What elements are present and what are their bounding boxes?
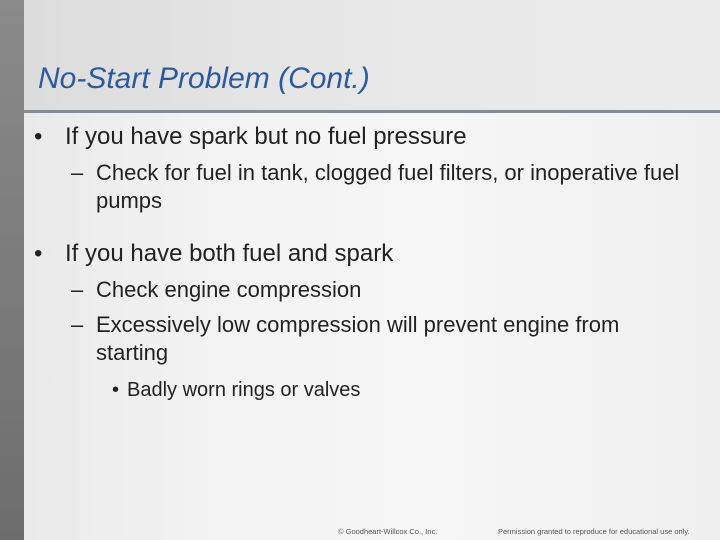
sub-bullet-text: Check engine compression bbox=[96, 277, 362, 302]
sub-bullet-item bbox=[34, 159, 694, 215]
title-divider bbox=[24, 110, 720, 113]
dash-icon: – bbox=[71, 312, 84, 337]
bullet-item bbox=[34, 239, 694, 269]
bullet-text: If you have spark but no fuel pressure bbox=[65, 123, 467, 150]
slide-left-accent-bar bbox=[0, 0, 24, 540]
dash-icon: – bbox=[71, 277, 84, 302]
sub-bullet-item bbox=[34, 276, 694, 304]
footer-permission: Permission granted to reproduce for educational use only. bbox=[498, 527, 690, 536]
sub-bullet-text: Check for fuel in tank, clogged fuel filters, or inoperative fuel pumps bbox=[96, 160, 680, 213]
sub-bullet-item bbox=[34, 311, 694, 367]
slide-title: No-Start Problem (Cont.) bbox=[38, 62, 370, 95]
sub-bullet-text: Excessively low compression will prevent engine from starting bbox=[96, 312, 620, 365]
sub-sub-bullet-item bbox=[34, 377, 694, 403]
footer-copyright: © Goodheart-Willcox Co., Inc. bbox=[338, 527, 438, 536]
sub-sub-bullet-text: Badly worn rings or valves bbox=[127, 379, 361, 401]
bullet-item bbox=[34, 122, 694, 152]
bullet-icon: • bbox=[34, 123, 43, 150]
bullet-text: If you have both fuel and spark bbox=[65, 240, 394, 267]
bullet-icon: • bbox=[112, 379, 120, 401]
dash-icon: – bbox=[71, 160, 84, 185]
bullet-icon: • bbox=[34, 240, 43, 267]
slide-content bbox=[34, 122, 694, 403]
